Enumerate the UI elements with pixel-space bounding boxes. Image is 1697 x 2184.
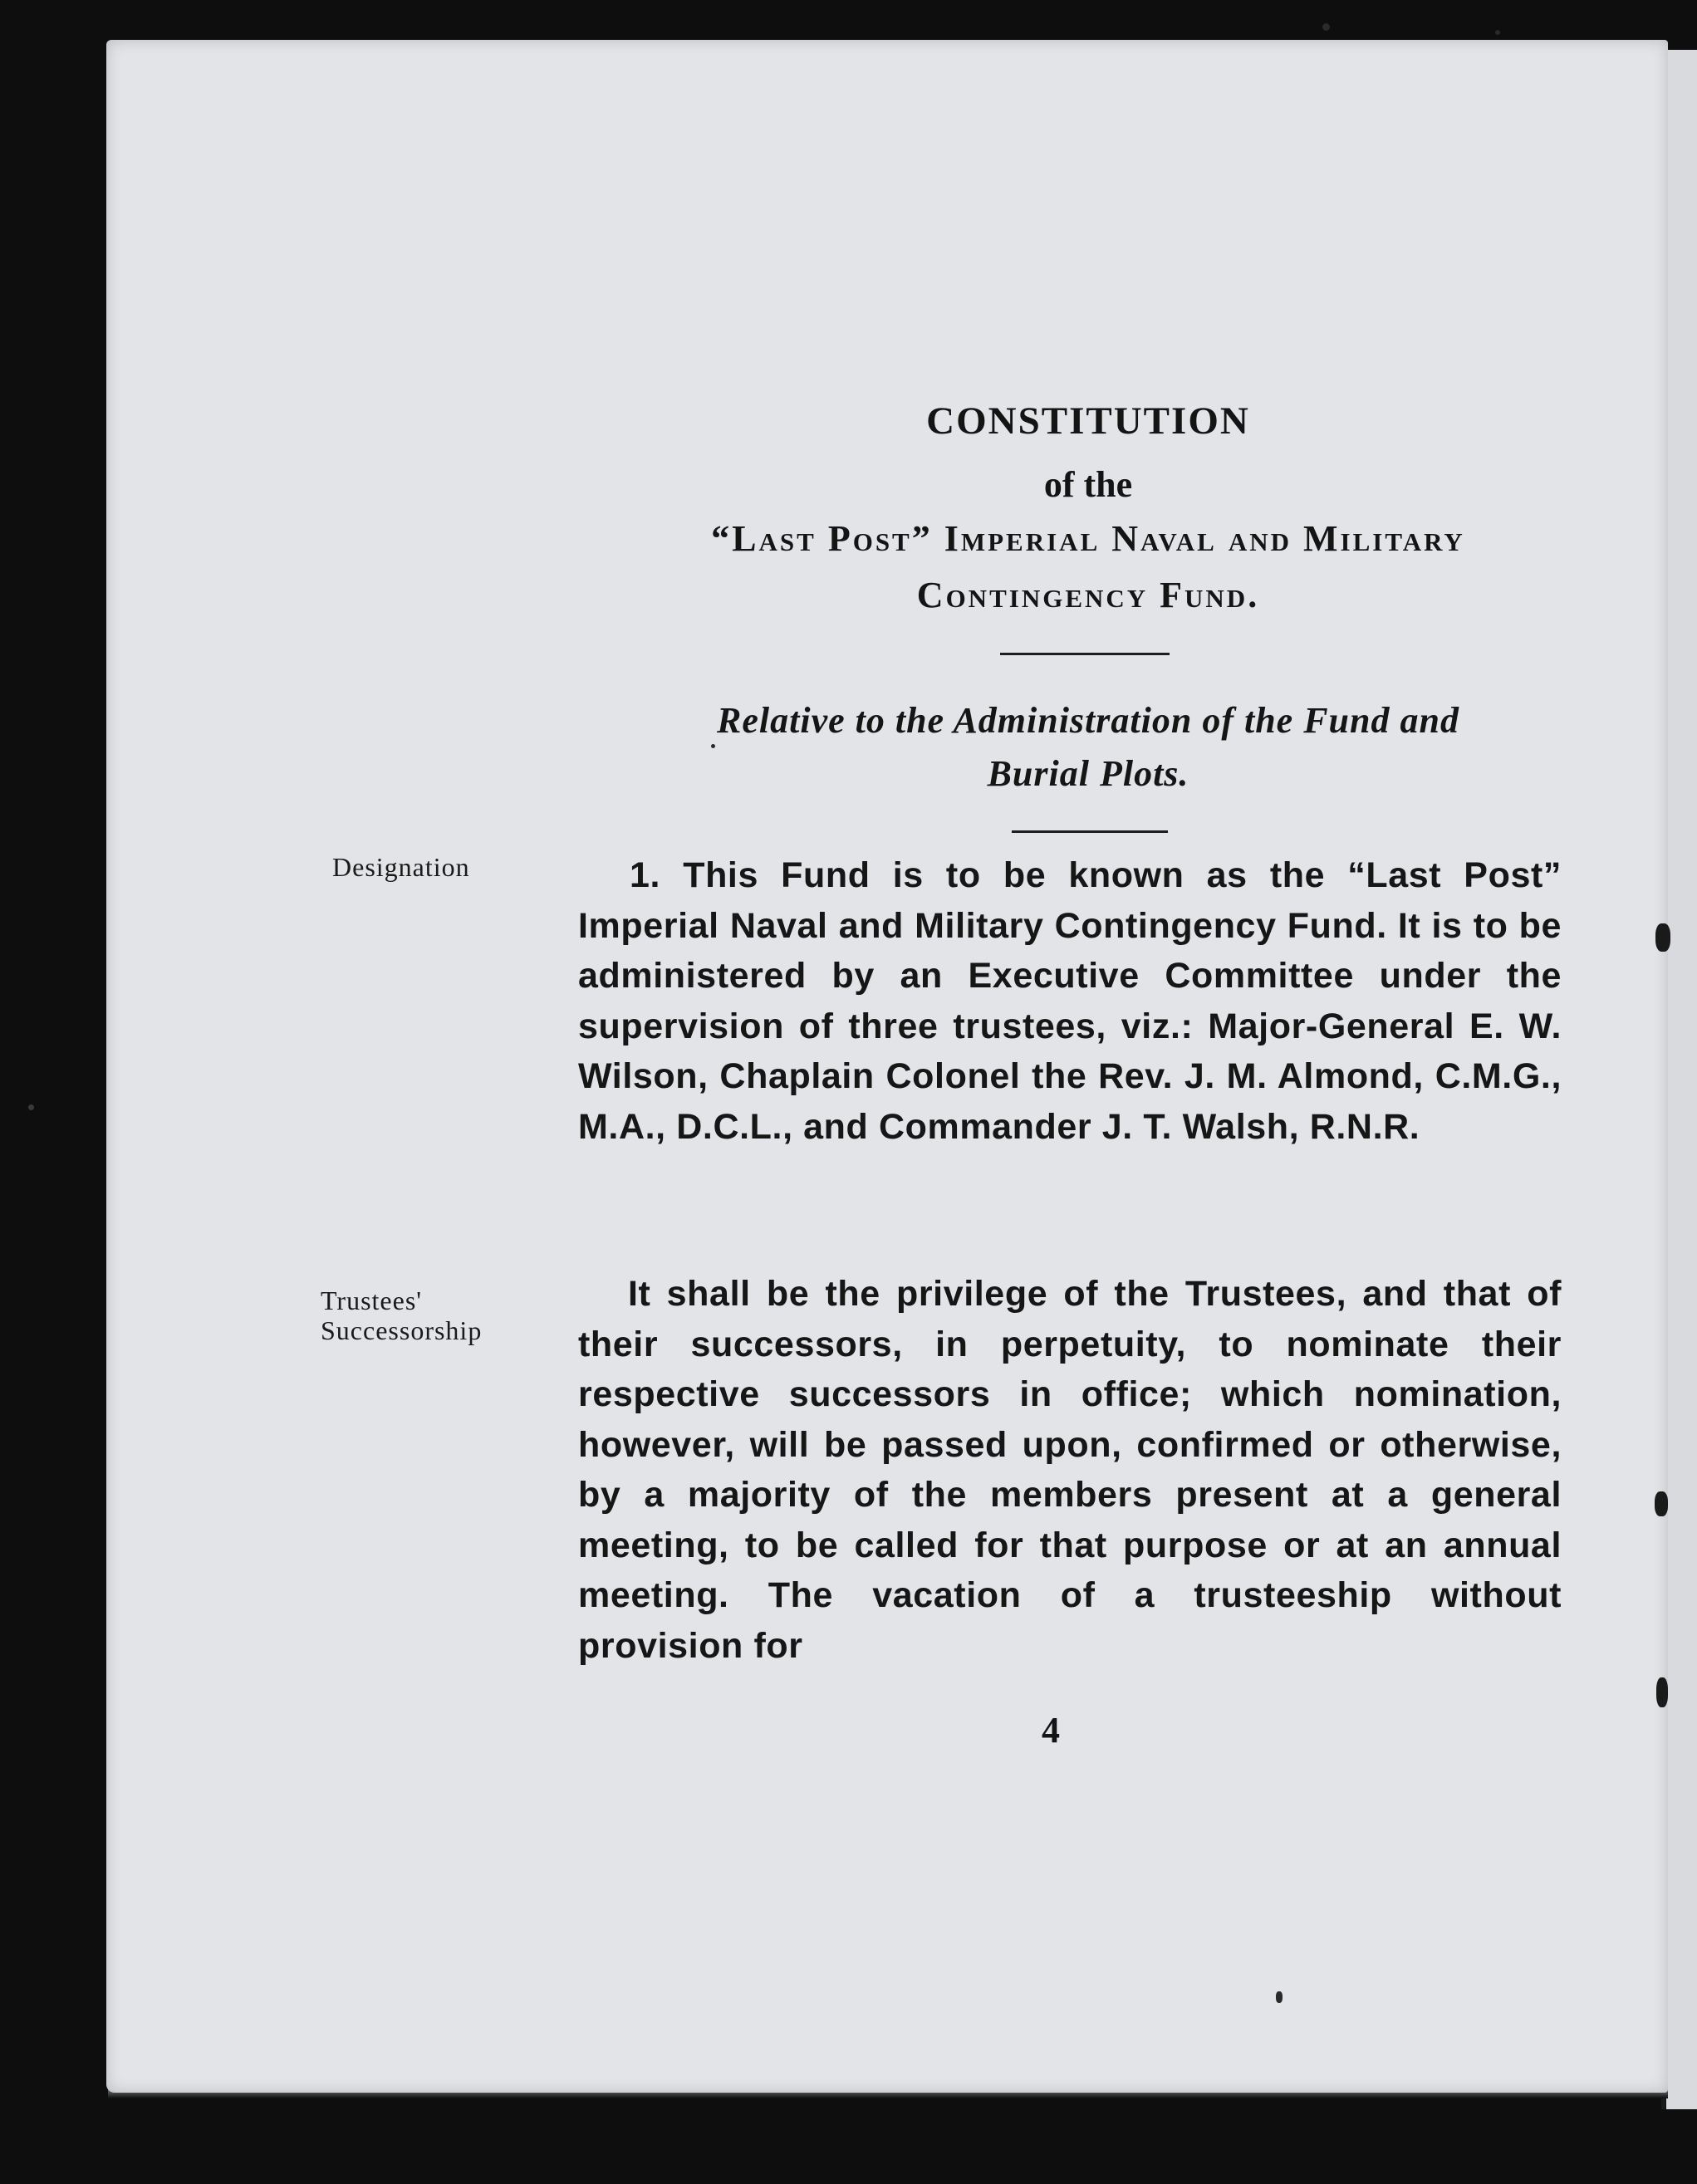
dust-speck [1495, 30, 1500, 35]
dust-speck [1322, 23, 1330, 31]
margin-note-line: Successorship [321, 1315, 483, 1345]
paragraph-designation: 1. This Fund is to be known as the “Last Post” Imperial Naval and Military Contingency Fund. It is to be administered by an Executive Committee under the supervision of three trustees, viz.: Major-General E. W. Wilson, Chaplain Colonel the Rev. J. M. Almond, C.M.G., M.A., D.C.L., and Commander J. T. Walsh, R.N.R. [578, 855, 1562, 1147]
margin-note-line: Trustees' [321, 1285, 423, 1315]
divider-rule [1000, 653, 1170, 655]
fund-name-heading [615, 511, 1562, 624]
margin-note-trustees-successorship [321, 1285, 537, 1345]
document-subtitle: of the [1043, 464, 1133, 505]
paragraph-trustees-successorship: It shall be the privilege of the Trustees, and that of their successors, in perpetuity, to nominate their respective successors in office; which nomination, however, will be passed upon, confirmed or otherwise, by a majority of the members present at a general meeting, to be called for that purpose or at an annual meeting. The vacation of a trusteeship without provision for [578, 1274, 1562, 1666]
fund-name-line: Contingency Fund. [916, 575, 1260, 615]
page-number: 4 [1042, 1710, 1060, 1751]
facing-page-edge [1666, 50, 1697, 2109]
dust-speck [1276, 1991, 1283, 2003]
section-heading-line: Burial Plots. [987, 753, 1189, 794]
dust-speck [28, 1104, 34, 1110]
binding-mark [1656, 1677, 1668, 1707]
fund-name-line: “Last Post” Imperial Naval and Military [711, 518, 1465, 559]
divider-rule [1012, 830, 1168, 833]
section-heading [573, 694, 1603, 801]
margin-note-designation: Designation [332, 852, 470, 882]
binding-mark [1655, 1491, 1668, 1516]
section-heading-line: Relative to the Administration of the Fund and [717, 700, 1459, 741]
binding-mark [1655, 923, 1670, 952]
document-title: CONSTITUTION [926, 399, 1250, 443]
